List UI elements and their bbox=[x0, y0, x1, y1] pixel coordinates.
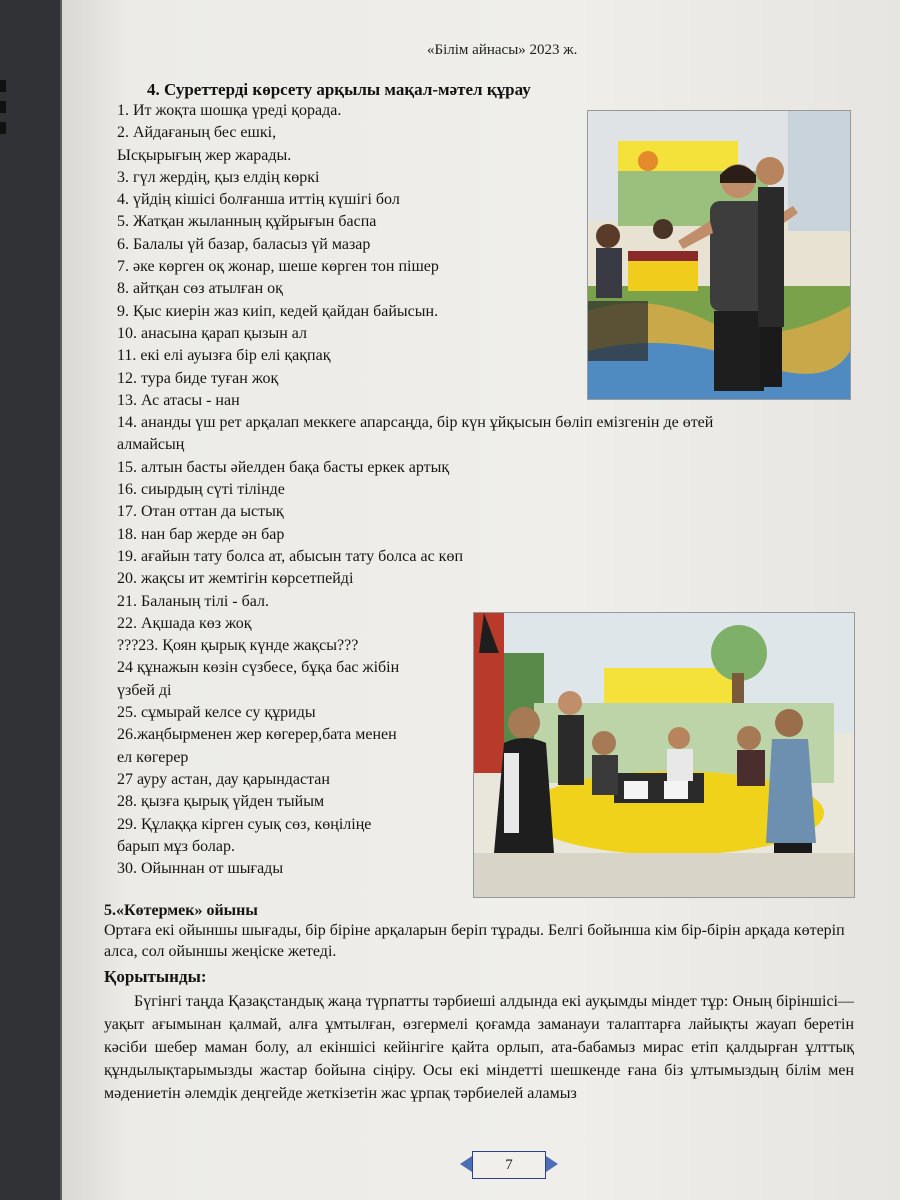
list-item: 13. Ас атасы - нан bbox=[117, 391, 240, 409]
section-5-title: 5.«Көтермек» ойыны bbox=[104, 902, 258, 919]
section-5-text: Ортаға екі ойыншы шығады, бір біріне арқаларын беріп тұрады. Белгі бойынша кім бір-бірін арқада көтеріп алса, сол ойыншы жеңіске жетеді. bbox=[104, 922, 845, 960]
list-item: 30. Ойыннан от шығады bbox=[117, 860, 284, 878]
section-4-title: 4. Суреттерді көрсету арқылы мақал-мәтел құрау bbox=[147, 80, 531, 99]
page-number: 7 bbox=[472, 1151, 546, 1179]
list-item: 9. Қыс киерін жаз киіп, кедей қайдан байысын. bbox=[117, 302, 439, 320]
list-item: ???23. Қоян қырық күнде жақсы??? bbox=[117, 637, 359, 655]
running-header: «Білім айнасы» 2023 ж. bbox=[427, 42, 578, 58]
list-item: 1. Ит жоқта шошқа үреді қорада. bbox=[117, 102, 342, 119]
list-item: 16. сиырдың сүті тілінде bbox=[117, 481, 285, 499]
list-item: 3. гүл жердің, қыз елдің көркі bbox=[117, 168, 320, 186]
list-item: 14. ананды үш рет арқалап меккеге апарсаңда, бір күн ұйқысын бөліп емізгенін де өтей алмайсың bbox=[117, 414, 714, 454]
list-item: 22. Ақшада көз жоқ bbox=[117, 614, 252, 632]
list-item: 29. Құлаққа кірген суық сөз, көңіліңе bbox=[117, 815, 372, 833]
list-item: үзбей ді bbox=[117, 681, 172, 699]
list-item: 6. Балалы үй базар, баласыз үй мазар bbox=[117, 235, 371, 253]
list-item: 27 ауру астан, дау қарындастан bbox=[117, 770, 330, 788]
adjacent-page-edge bbox=[0, 0, 60, 1200]
list-item: 12. тура биде туған жоқ bbox=[117, 369, 279, 387]
list-item: 28. қызға қырық үйден тыйым bbox=[117, 793, 325, 811]
document-page bbox=[62, 0, 900, 1200]
list-item: 24 құнажын көзін сүзбесе, бұқа бас жібін bbox=[117, 659, 400, 677]
left-arrow-icon bbox=[460, 1156, 472, 1172]
page-number-badge bbox=[460, 1147, 560, 1181]
list-item: 5. Жатқан жыланның құйрығын баспа bbox=[117, 213, 377, 231]
list-item: 15. алтын басты әйелден бақа басты еркек артық bbox=[117, 458, 450, 476]
list-item: 4. үйдің кішісі болғанша иттің күшігі бол bbox=[117, 191, 400, 209]
list-item: 10. анасына қарап қызын ал bbox=[117, 324, 307, 342]
list-item: 11. екі елі ауызға бір елі қақпақ bbox=[117, 347, 331, 365]
list-item: 8. айтқан сөз атылған оқ bbox=[117, 280, 283, 298]
list-item: барып мұз болар. bbox=[117, 837, 236, 855]
list-item: 26.жаңбырменен жер көгерер,бата менен bbox=[117, 726, 397, 744]
right-arrow-icon bbox=[546, 1156, 558, 1172]
list-item: 7. әке көрген оқ жонар, шеше көрген тон пішер bbox=[117, 258, 439, 276]
list-item: Ысқырығың жер жарады. bbox=[117, 146, 292, 164]
list-item: ел көгерер bbox=[117, 748, 189, 766]
list-item: 25. сұмырай келсе су құриды bbox=[117, 704, 316, 722]
list-item: 20. жақсы ит жемтігін көрсетпейді bbox=[117, 570, 354, 588]
classroom-dance-photo bbox=[587, 110, 851, 400]
list-item: 21. Баланың тілі - бал. bbox=[117, 592, 269, 610]
conclusion-title: Қорытынды: bbox=[104, 967, 207, 986]
conclusion-text: Бүгінгі таңда Қазақстандық жаңа түрпатты тәрбиеші алдында екі ауқымды міндет тұр: Оның біріншісі—уақыт ағымынан қалмай, алға ұмтылған, өзгермелі қоғамда заманауи талаптарға лайықты жауап беретін кәсіби шебер маман болу, ал екіншісі кейінгіге қайта орлып, ата-бабамыз мирас етіп қалдырған ұлттық құндылықтарымызды жастар бойына сіңіру. Осы екі міндетті шешкенде ғана біз ұлтымыздың білім мен мәдениетін әлемдік деңгейде жеткізетін жас ұрпақ тәрбиелей аламыз bbox=[104, 993, 854, 1102]
list-item: 17. Отан оттан да ыстық bbox=[117, 503, 284, 521]
group-table-photo bbox=[473, 612, 855, 898]
list-item: 18. нан бар жерде ән бар bbox=[117, 525, 285, 543]
list-item: 19. ағайын тату болса ат, абысын тату болса ас көп bbox=[117, 547, 463, 565]
list-item: 2. Айдағаның бес ешкі, bbox=[117, 124, 277, 142]
adjacent-page-marks bbox=[0, 80, 10, 170]
